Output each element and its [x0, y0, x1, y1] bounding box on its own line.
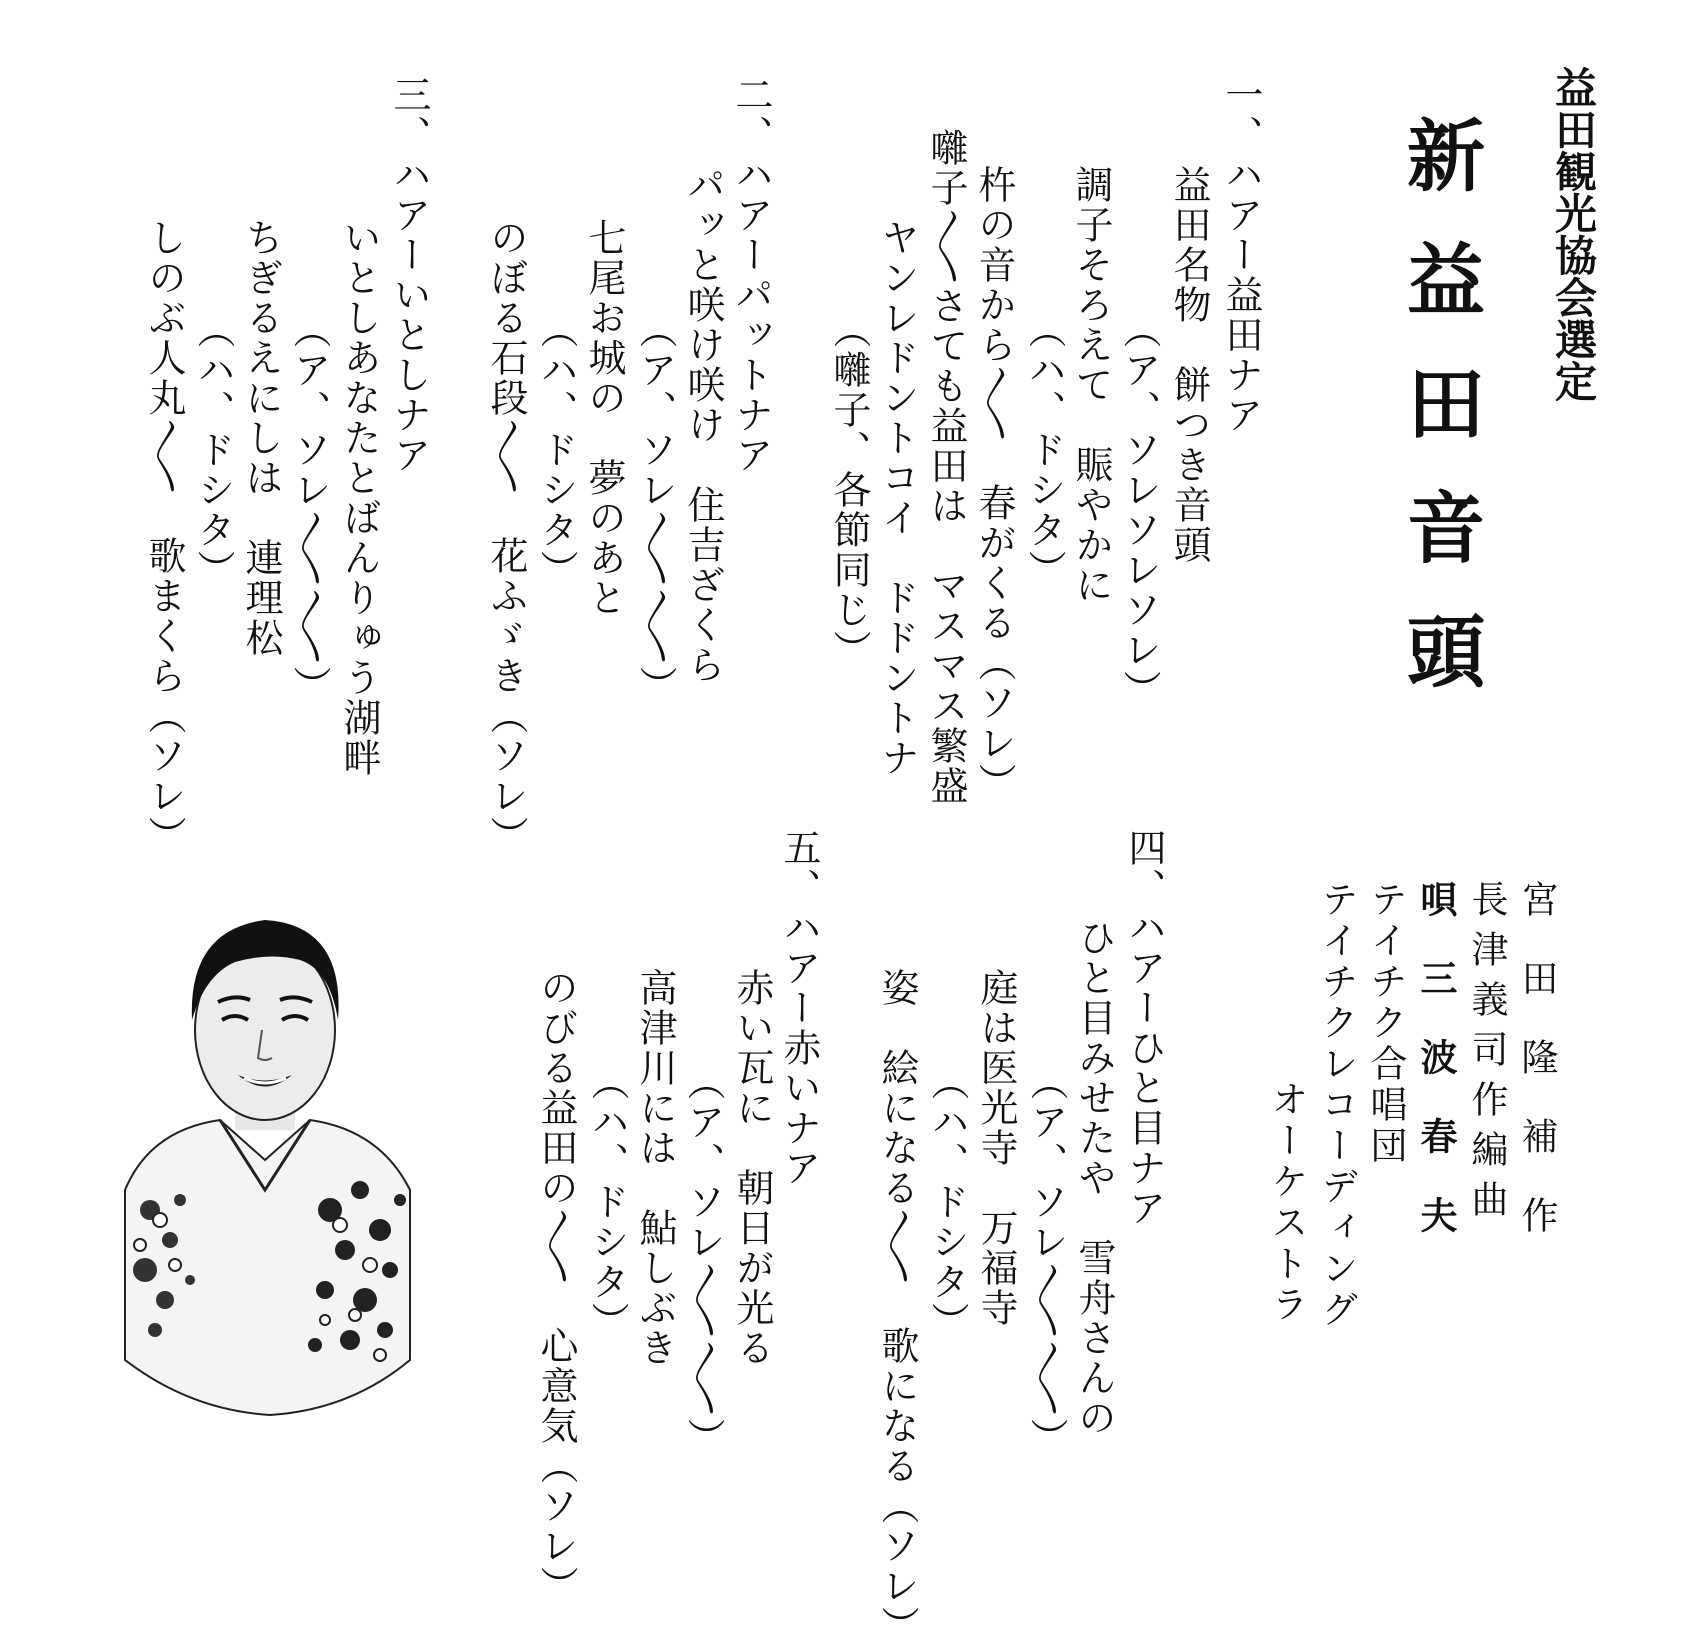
subtitle: 益田観光協会選定 — [1549, 66, 1598, 402]
verse2-line6: のぼる石段〱 花ふゞき（ソレ） — [484, 218, 528, 856]
verse1-line4: 調子そろえて 賑やかに — [1069, 165, 1113, 605]
verse3-line1: 三、ハアーいとしナア — [387, 75, 431, 475]
verse3-line4: ちぎるえにしは 連理松 — [239, 218, 283, 658]
verse3-line2: いとしあなたとばんりゅう湖畔 — [337, 218, 381, 778]
verse4-line6: 姿 絵になる〱 歌になる（ソレ） — [875, 968, 919, 1646]
verse5-line4: 高津川には 鮎しぶき — [633, 968, 677, 1368]
verse5-line1: 五、ハアー赤いナア — [777, 828, 821, 1188]
verse3-line5: （ハ、ドシタ） — [191, 310, 235, 590]
verse1-line9: （囃子、各節同じ） — [827, 310, 871, 670]
credit-chorus: テイチク合唱団 — [1364, 880, 1407, 1167]
credit-orchestra-2: オーケストラ — [1265, 1080, 1308, 1326]
verse2-line5: （ハ、ドシタ） — [534, 310, 578, 590]
verse1-line7: 囃子〳〵さても益田は マスマス繁盛 — [924, 128, 968, 806]
verse4-line5: （ハ、ドシタ） — [925, 1062, 969, 1342]
verse1-line6: 杵の音から〱 春がくる（ソレ） — [972, 165, 1016, 803]
verse2-line4: 七尾お城の 夢のあと — [582, 218, 626, 618]
verse5-line6: のびる益田の〱 心意気（ソレ） — [534, 968, 578, 1606]
verse5-line5: （ハ、ドシタ） — [585, 1062, 629, 1342]
verse4-line1: 四、ハアーひと目ナア — [1122, 828, 1166, 1228]
credit-singer: 唄三波春夫 — [1414, 880, 1457, 1275]
verse2-line2: パッと咲け咲け 住吉ざくら — [681, 165, 725, 685]
verse3-line6: しのぶ人丸〱 歌まくら（ソレ） — [142, 218, 186, 856]
verse5-line3: （ア、ソレ〱〱） — [681, 1062, 725, 1458]
verse2-line1: 二、ハアーパットナア — [729, 75, 773, 475]
credit-composer: 長津義司作編曲 — [1465, 880, 1508, 1230]
credit-orchestra-1: テイチクレコーディング — [1315, 880, 1358, 1331]
verse1-line3: （ア、ソレソレソレ） — [1117, 310, 1161, 710]
credit-lyricist: 宮田隆補作 — [1515, 880, 1558, 1275]
verse2-line3: （ア、ソレ〱〱） — [633, 310, 677, 706]
verse1-line5: （ハ、ドシタ） — [1022, 310, 1066, 590]
verse4-line4: 庭は医光寺 万福寺 — [974, 968, 1018, 1328]
verse1-line8: ヤンレドントコイ ドドントナ — [875, 218, 919, 778]
verse1-line1: 一、ハアー益田ナア — [1219, 75, 1263, 435]
verse4-line2: ひと目みせたや 雪舟さんの — [1072, 918, 1116, 1438]
singer-portrait-photo — [110, 890, 420, 1420]
verse4-line3: （ア、ソレ〱〱） — [1024, 1062, 1068, 1458]
verse5-line2: 赤い瓦に 朝日が光る — [730, 968, 774, 1368]
verse3-line3: （ア、ソレ〱〱） — [287, 310, 331, 706]
verse1-line2: 益田名物 餅つき音頭 — [1167, 165, 1211, 565]
song-title: 新益田音頭 — [1394, 115, 1484, 735]
